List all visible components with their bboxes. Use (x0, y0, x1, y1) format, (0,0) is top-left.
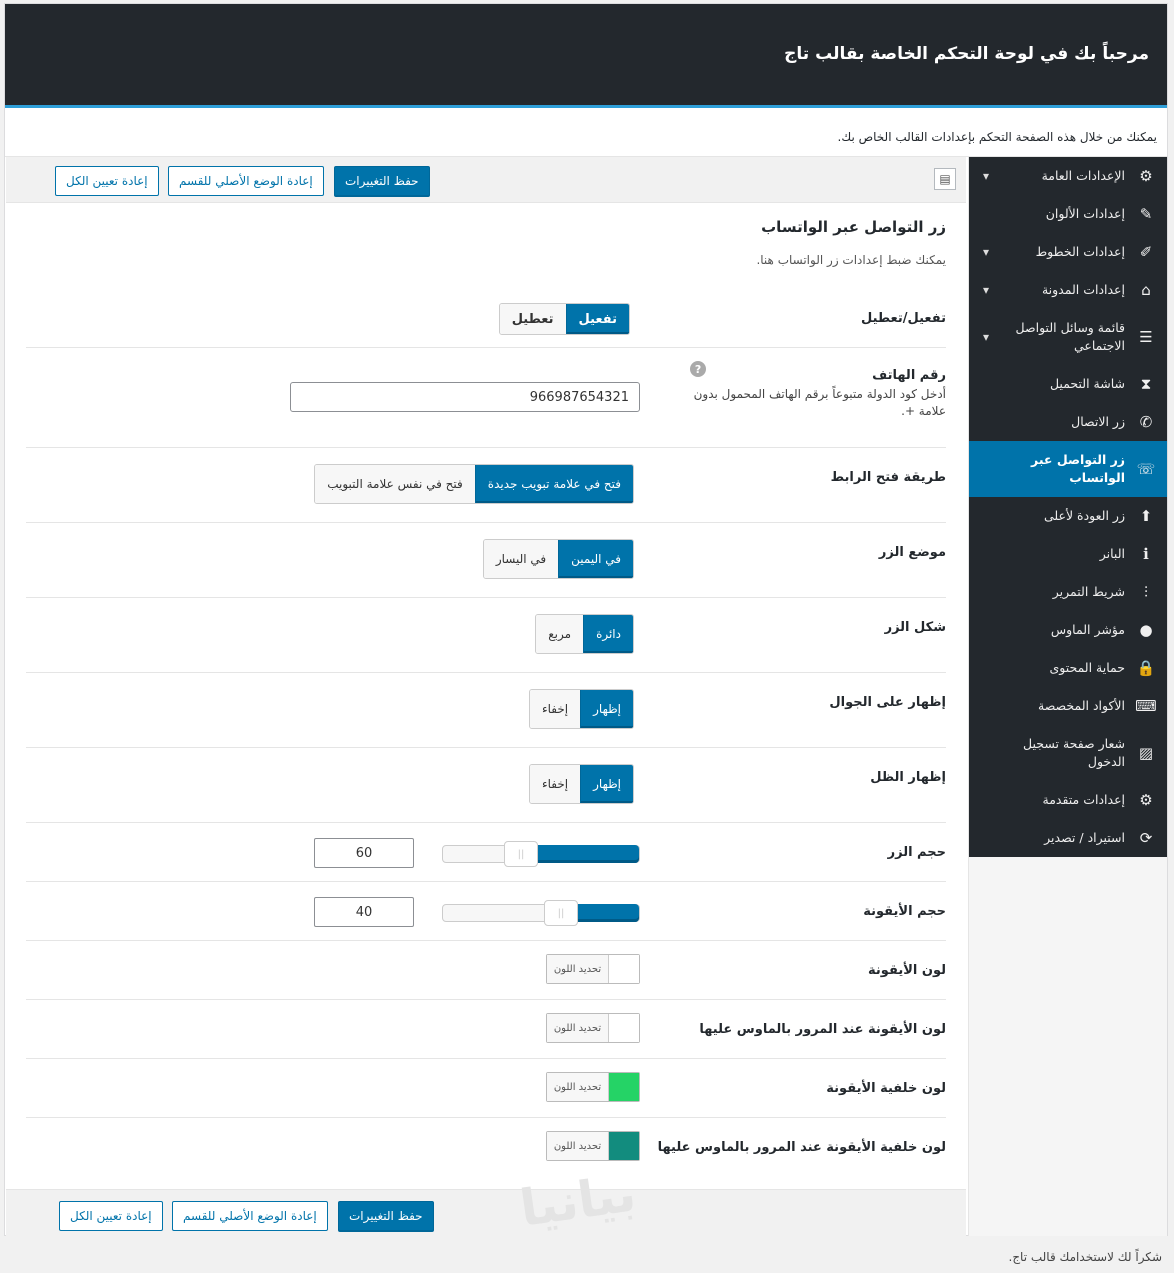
sidebar-item[interactable] (969, 573, 1167, 611)
sidebar-item[interactable] (969, 309, 1167, 365)
phone-help-text: أدخل كود الدولة متبوعاً برقم الهاتف المحمول بدون علامة +. (693, 387, 946, 418)
enable-on-option[interactable]: تفعيل (566, 304, 630, 334)
icon-bg-color-row (26, 1059, 946, 1118)
button-size-slider[interactable] (442, 845, 640, 863)
sidebar-item[interactable] (969, 819, 1167, 857)
sidebar-item-label: شعار صفحة تسجيل الدخول (1023, 736, 1125, 769)
sidebar-item[interactable] (969, 233, 1167, 271)
settings-frame (4, 3, 1168, 1236)
cursor-icon: ● (1139, 621, 1153, 639)
reset-all-button[interactable]: إعادة تعيين الكل (55, 166, 159, 196)
page-header (5, 4, 1167, 108)
intro-text: يمكنك من خلال هذه الصفحة التحكم بإعدادات القالب الخاص بك. (837, 130, 1157, 144)
enable-switch (499, 303, 630, 335)
position-right-option[interactable]: في اليمين (558, 540, 633, 578)
sidebar-item[interactable] (969, 195, 1167, 233)
sidebar-item-label: إعدادات الخطوط (1035, 244, 1125, 259)
sidebar-item-label: حماية المحتوى (1049, 660, 1125, 675)
icon-bg-hover-color-row (26, 1118, 946, 1177)
icon-color-row (26, 941, 946, 1000)
button-size-input[interactable] (314, 838, 414, 868)
chevron-down-icon[interactable]: ▾ (983, 245, 990, 259)
sidebar-item-label: شاشة التحميل (1049, 376, 1125, 391)
shape-label: شكل الزر (884, 620, 946, 635)
position-switch (483, 539, 634, 579)
sidebar-item[interactable] (969, 441, 1167, 497)
shape-row (26, 598, 946, 673)
icon-size-row (26, 882, 946, 941)
lock-icon: 🔒 (1136, 659, 1156, 677)
icon-color-label: لون الأيقونة (868, 963, 946, 978)
color-swatch (609, 1073, 639, 1101)
icon-bg-color-picker[interactable] (546, 1072, 640, 1102)
sidebar-item-label: البانر (1099, 546, 1125, 561)
arrow-up-icon: ⬆ (1139, 507, 1153, 525)
help-icon[interactable]: ? (690, 361, 706, 377)
shadow-switch (529, 764, 634, 804)
mobile-row (26, 673, 946, 748)
section-title: زر التواصل عبر الواتساب (761, 218, 946, 236)
sidebar-item[interactable] (969, 725, 1167, 781)
pen-icon: ✐ (1139, 243, 1153, 261)
shape-circle-option[interactable]: دائرة (583, 615, 633, 653)
sidebar-item[interactable] (969, 535, 1167, 573)
sidebar-item-label: إعدادات متقدمة (1042, 792, 1125, 807)
bottom-toolbar (6, 1189, 966, 1237)
sidebar-item[interactable] (969, 687, 1167, 725)
shadow-show-option[interactable]: إظهار (580, 765, 633, 803)
enable-row (26, 292, 946, 348)
intro-bar (5, 111, 1167, 157)
new-tab-option[interactable]: فتح في علامة تبويب جديدة (475, 465, 633, 503)
code-icon: ⌨ (1135, 697, 1157, 715)
sidebar-item-label: زر الاتصال (1071, 414, 1125, 429)
sidebar-item[interactable] (969, 271, 1167, 309)
icon-bg-hover-color-label: لون خلفية الأيقونة عند المرور بالماوس عليها (657, 1140, 946, 1155)
save-button[interactable]: حفظ التغييرات (338, 1201, 434, 1231)
sliders-icon: ⫶ (1144, 583, 1148, 601)
shadow-row (26, 748, 946, 823)
sidebar-item-label: الأكواد المخصصة (1038, 698, 1125, 713)
phone-label: رقم الهاتف (872, 368, 946, 383)
sidebar-item-label: زر العودة لأعلى (1043, 508, 1125, 523)
enable-label: تفعيل/تعطيل (860, 311, 946, 326)
color-swatch (609, 1014, 639, 1042)
sidebar-item-label: شريط التمرير (1052, 584, 1125, 599)
gear-icon: ⚙ (1139, 167, 1153, 185)
sidebar-item[interactable] (969, 157, 1167, 195)
mobile-hide-option[interactable]: إخفاء (530, 690, 580, 728)
sidebar-item-label: قائمة وسائل التواصل الاجتماعي (1015, 320, 1125, 353)
icon-size-input[interactable] (314, 897, 414, 927)
color-swatch (609, 1132, 639, 1160)
phone-row (26, 348, 946, 448)
page-title: مرحباً بك في لوحة التحكم الخاصة بقالب تاج (784, 44, 1149, 64)
position-label: موضع الزر (878, 545, 946, 560)
reset-section-button[interactable]: إعادة الوضع الأصلي للقسم (172, 1201, 328, 1231)
sidebar-item-label: الإعدادات العامة (1041, 168, 1125, 183)
refresh-icon: ⟳ (1139, 829, 1153, 847)
slider-thumb[interactable]: || (504, 841, 538, 867)
sidebar (968, 157, 1167, 1236)
color-swatch (609, 955, 639, 983)
reset-section-button[interactable]: إعادة الوضع الأصلي للقسم (168, 166, 324, 196)
color-button-text: تحديد اللون (547, 955, 609, 983)
home-icon: ⌂ (1141, 281, 1151, 299)
phone-icon: ✆ (1139, 413, 1153, 431)
icon-size-slider[interactable] (442, 904, 640, 922)
mobile-label: إظهار على الجوال (829, 695, 946, 710)
chevron-down-icon[interactable]: ▾ (983, 169, 990, 183)
sidebar-item[interactable] (969, 365, 1167, 403)
icon-hover-color-picker[interactable] (546, 1013, 640, 1043)
image-icon: ▨ (1138, 744, 1154, 762)
position-row (26, 523, 946, 598)
button-size-label: حجم الزر (887, 845, 946, 860)
shape-square-option[interactable]: مربع (536, 615, 583, 653)
sidebar-item[interactable] (969, 649, 1167, 687)
shadow-label: إظهار الظل (870, 770, 946, 785)
same-tab-option[interactable]: فتح في نفس علامة التبويب (315, 465, 475, 503)
sidebar-item-label: استيراد / تصدير (1044, 830, 1125, 845)
link-method-switch (314, 464, 634, 504)
chevron-down-icon[interactable]: ▾ (983, 330, 990, 344)
color-button-text: تحديد اللون (547, 1132, 609, 1160)
sidebar-item[interactable] (969, 781, 1167, 819)
brush-icon: ✎ (1139, 205, 1153, 223)
sidebar-item[interactable] (969, 403, 1167, 441)
hourglass-icon: ⧗ (1140, 375, 1152, 393)
icon-color-picker[interactable] (546, 954, 640, 984)
top-toolbar (6, 157, 966, 203)
reset-all-button[interactable]: إعادة تعيين الكل (59, 1201, 163, 1231)
chevron-down-icon[interactable]: ▾ (983, 283, 990, 297)
watermark-logo: بيانيا (516, 1164, 640, 1238)
sidebar-nav (969, 157, 1167, 857)
slider-fill (521, 845, 639, 863)
button-size-row (26, 823, 946, 882)
link-method-label: طريقة فتح الرابط (830, 470, 946, 485)
phone-input[interactable] (290, 382, 640, 412)
sidebar-item-label: إعدادات المدونة (1041, 282, 1125, 297)
list-icon: ☰ (1139, 328, 1153, 346)
sidebar-item[interactable] (969, 497, 1167, 535)
sidebar-item-label: مؤشر الماوس (1050, 622, 1125, 637)
footer-text: شكراً لك لاستخدامك قالب تاج. (1008, 1250, 1162, 1264)
sidebar-item[interactable] (969, 611, 1167, 649)
slider-thumb[interactable]: || (544, 900, 578, 926)
sidebar-item-label: زر التواصل عبر الواتساب (1031, 452, 1125, 485)
icon-size-label: حجم الأيقونة (863, 904, 946, 919)
icon-bg-color-label: لون خلفية الأيقونة (826, 1081, 946, 1096)
position-left-option[interactable]: في اليسار (484, 540, 558, 578)
shadow-hide-option[interactable]: إخفاء (530, 765, 580, 803)
save-button[interactable]: حفظ التغييرات (334, 166, 430, 196)
layout-toggle-icon[interactable]: ▤ (934, 168, 956, 190)
mobile-show-option[interactable]: إظهار (580, 690, 633, 728)
mobile-switch (529, 689, 634, 729)
color-button-text: تحديد اللون (547, 1073, 609, 1101)
gears-icon: ⚙ (1139, 791, 1153, 809)
sidebar-item-label: إعدادات الألوان (1045, 206, 1125, 221)
info-icon: ℹ (1143, 545, 1149, 563)
shape-switch (535, 614, 634, 654)
icon-bg-hover-color-picker[interactable] (546, 1131, 640, 1161)
enable-off-option[interactable]: تعطيل (500, 304, 566, 334)
icon-hover-color-row (26, 1000, 946, 1059)
color-button-text: تحديد اللون (547, 1014, 609, 1042)
icon-hover-color-label: لون الأيقونة عند المرور بالماوس عليها (699, 1022, 946, 1037)
link-method-row (26, 448, 946, 523)
section-description: يمكنك ضبط إعدادات زر الواتساب هنا. (756, 253, 946, 267)
whatsapp-icon: ☏ (1136, 460, 1156, 478)
